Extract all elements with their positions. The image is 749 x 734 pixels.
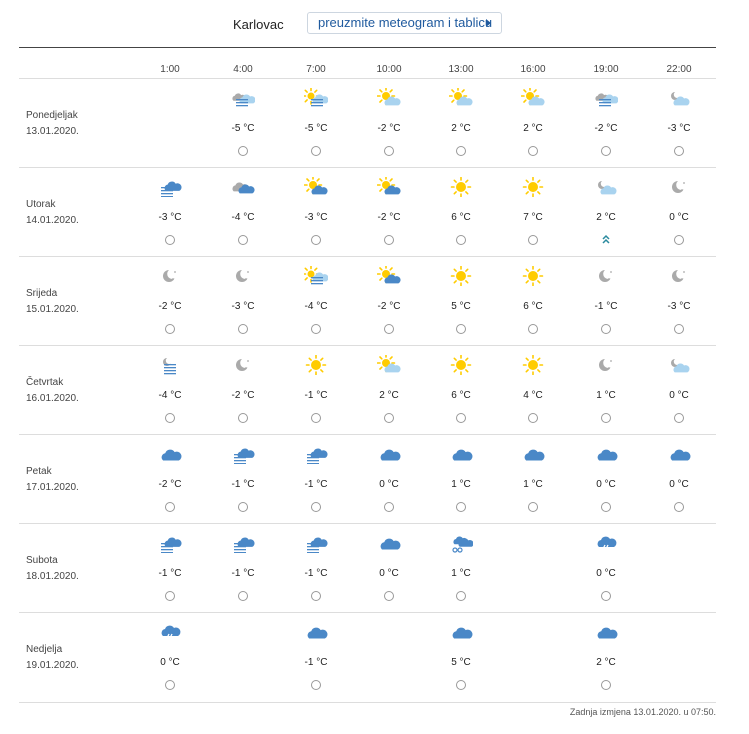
select-circle-icon[interactable] <box>456 146 466 156</box>
moon-cloud-light-icon <box>594 177 618 197</box>
day-date: 15.01.2020. <box>26 304 79 315</box>
download-button-label: preuzmite meteogram i tablicu <box>318 15 493 30</box>
forecast-cell <box>576 524 636 612</box>
night-fog-cloud-icon <box>231 88 255 108</box>
sun-icon <box>521 266 545 286</box>
forecast-cell <box>286 613 346 701</box>
day-name: Utorak <box>26 199 56 210</box>
cloud-icon <box>594 444 618 464</box>
sun-cloud-dark-icon <box>304 177 328 197</box>
temperature: -2 °C <box>231 390 255 401</box>
temperature: 2 °C <box>451 123 471 134</box>
select-circle-icon[interactable] <box>165 502 175 512</box>
temperature: 0 °C <box>596 479 616 490</box>
temperature: -3 °C <box>158 212 182 223</box>
last-updated-text: Zadnja izmjena 13.01.2020. u 07:50. <box>569 707 716 717</box>
forecast-cell <box>503 79 563 167</box>
temperature: 0 °C <box>379 479 399 490</box>
cloud-icon <box>304 622 328 642</box>
cloud-icon <box>377 444 401 464</box>
fog-cloud-icon <box>304 444 328 464</box>
time-label: 10:00 <box>376 64 402 75</box>
day-date: 18.01.2020. <box>26 571 79 582</box>
time-label: 16:00 <box>520 64 546 75</box>
header-divider <box>19 47 716 48</box>
select-circle-icon[interactable] <box>456 680 466 690</box>
day-name: Subota <box>26 555 58 566</box>
forecast-cell <box>431 613 491 701</box>
forecast-cell <box>359 524 419 612</box>
forecast-cell <box>649 168 709 256</box>
select-circle-icon[interactable] <box>601 146 611 156</box>
forecast-cell <box>576 435 636 523</box>
forecast-cell <box>649 79 709 167</box>
select-circle-icon[interactable] <box>238 324 248 334</box>
sun-icon <box>521 177 545 197</box>
day-row <box>19 523 716 613</box>
time-label: 4:00 <box>233 64 253 75</box>
select-circle-icon[interactable] <box>165 324 175 334</box>
temperature: 2 °C <box>596 657 616 668</box>
forecast-cell <box>213 168 273 256</box>
cloud-icon <box>667 444 691 464</box>
forecast-cell <box>431 79 491 167</box>
forecast-cell <box>431 435 491 523</box>
day-row <box>19 345 716 435</box>
fog-cloud-icon <box>231 444 255 464</box>
select-circle-icon[interactable] <box>384 235 394 245</box>
temperature: -2 °C <box>594 123 618 134</box>
time-label: 19:00 <box>593 64 619 75</box>
forecast-cell <box>576 613 636 701</box>
sun-icon <box>304 355 328 375</box>
play-triangle-icon <box>486 19 491 27</box>
temperature: -2 °C <box>158 301 182 312</box>
forecast-cell <box>286 524 346 612</box>
select-circle-icon[interactable] <box>674 413 684 423</box>
forecast-cell <box>286 257 346 345</box>
temperature: -3 °C <box>667 123 691 134</box>
day-row <box>19 256 716 346</box>
temperature: 5 °C <box>451 301 471 312</box>
select-circle-icon[interactable] <box>311 324 321 334</box>
forecast-cell <box>213 79 273 167</box>
temperature: 0 °C <box>669 390 689 401</box>
forecast-cell <box>649 435 709 523</box>
temperature: 4 °C <box>523 390 543 401</box>
fog-cloud-icon <box>231 533 255 553</box>
select-circle-icon[interactable] <box>456 324 466 334</box>
chevron-up-icon[interactable] <box>601 233 611 245</box>
rain-cloud-icon <box>594 533 618 553</box>
temperature: 0 °C <box>596 568 616 579</box>
forecast-cell <box>213 346 273 434</box>
forecast-cell <box>431 346 491 434</box>
fog-cloud-icon <box>304 533 328 553</box>
temperature: -1 °C <box>231 479 255 490</box>
cloud-icon <box>449 622 473 642</box>
forecast-cell <box>503 168 563 256</box>
temperature: 2 °C <box>379 390 399 401</box>
forecast-cell <box>576 257 636 345</box>
forecast-cell <box>431 257 491 345</box>
forecast-cell <box>359 346 419 434</box>
city-name: Karlovac <box>233 17 284 32</box>
select-circle-icon[interactable] <box>165 413 175 423</box>
select-circle-icon[interactable] <box>528 413 538 423</box>
sun-cloud-light-icon <box>449 88 473 108</box>
forecast-cell <box>359 168 419 256</box>
temperature: -2 °C <box>158 479 182 490</box>
day-name: Srijeda <box>26 288 58 299</box>
cloud-icon <box>449 444 473 464</box>
temperature: 5 °C <box>451 657 471 668</box>
forecast-cell <box>359 435 419 523</box>
temperature: -1 °C <box>231 568 255 579</box>
moon-fog-icon <box>158 355 182 375</box>
temperature: -1 °C <box>158 568 182 579</box>
day-row <box>19 167 716 257</box>
day-date: 16.01.2020. <box>26 393 79 404</box>
forecast-cell <box>286 346 346 434</box>
forecast-cell <box>576 168 636 256</box>
moon-cloud-light-icon <box>667 88 691 108</box>
select-circle-icon[interactable] <box>238 413 248 423</box>
fog-cloud-icon <box>158 177 182 197</box>
time-label: 1:00 <box>160 64 180 75</box>
forecast-cell <box>431 524 491 612</box>
temperature: 0 °C <box>669 479 689 490</box>
select-circle-icon[interactable] <box>165 680 175 690</box>
forecast-cell <box>286 435 346 523</box>
select-circle-icon[interactable] <box>238 502 248 512</box>
forecast-cell <box>503 346 563 434</box>
temperature: 1 °C <box>523 479 543 490</box>
forecast-cell <box>140 346 200 434</box>
select-circle-icon[interactable] <box>601 413 611 423</box>
day-row <box>19 78 716 168</box>
temperature: 7 °C <box>523 212 543 223</box>
select-circle-icon[interactable] <box>528 146 538 156</box>
select-circle-icon[interactable] <box>674 146 684 156</box>
cloud-icon <box>521 444 545 464</box>
forecast-cell <box>576 346 636 434</box>
forecast-cell <box>576 79 636 167</box>
temperature: -3 °C <box>667 301 691 312</box>
temperature: -3 °C <box>231 301 255 312</box>
forecast-cell <box>140 524 200 612</box>
forecast-cell <box>359 257 419 345</box>
select-circle-icon[interactable] <box>674 502 684 512</box>
forecast-cell <box>649 257 709 345</box>
select-circle-icon[interactable] <box>456 502 466 512</box>
select-circle-icon[interactable] <box>528 502 538 512</box>
cloud-icon <box>377 533 401 553</box>
forecast-cell <box>213 257 273 345</box>
temperature: -4 °C <box>158 390 182 401</box>
forecast-cell <box>286 168 346 256</box>
select-circle-icon[interactable] <box>384 502 394 512</box>
select-circle-icon[interactable] <box>528 235 538 245</box>
day-name: Četvrtak <box>26 377 64 388</box>
sun-icon <box>449 177 473 197</box>
sun-fog-cloud-icon <box>304 88 328 108</box>
day-date: 17.01.2020. <box>26 482 79 493</box>
temperature: -3 °C <box>304 212 328 223</box>
download-meteogram-button[interactable] <box>307 12 502 34</box>
forecast-cell <box>140 257 200 345</box>
select-circle-icon[interactable] <box>311 502 321 512</box>
select-circle-icon[interactable] <box>674 235 684 245</box>
select-circle-icon[interactable] <box>456 235 466 245</box>
temperature: -5 °C <box>304 123 328 134</box>
moon-stars-icon <box>667 266 691 286</box>
temperature: 1 °C <box>596 390 616 401</box>
sun-cloud-dark-icon <box>377 266 401 286</box>
select-circle-icon[interactable] <box>528 324 538 334</box>
forecast-cell <box>503 435 563 523</box>
temperature: 0 °C <box>669 212 689 223</box>
forecast-cell <box>431 168 491 256</box>
cloud-icon <box>594 622 618 642</box>
temperature: -1 °C <box>304 479 328 490</box>
select-circle-icon[interactable] <box>456 591 466 601</box>
forecast-cell <box>503 257 563 345</box>
rain-cloud-icon <box>158 622 182 642</box>
day-name: Petak <box>26 466 52 477</box>
sun-fog-cloud-icon <box>304 266 328 286</box>
forecast-cell <box>286 79 346 167</box>
select-circle-icon[interactable] <box>165 591 175 601</box>
temperature: -1 °C <box>304 657 328 668</box>
temperature: 6 °C <box>523 301 543 312</box>
sun-cloud-light-icon <box>377 88 401 108</box>
forecast-cell <box>213 524 273 612</box>
temperature: -1 °C <box>594 301 618 312</box>
sun-cloud-light-icon <box>521 88 545 108</box>
moon-stars-icon <box>594 266 618 286</box>
moon-stars-icon <box>594 355 618 375</box>
sun-icon <box>449 355 473 375</box>
temperature: 0 °C <box>160 657 180 668</box>
moon-stars-icon <box>231 355 255 375</box>
select-circle-icon[interactable] <box>674 324 684 334</box>
select-circle-icon[interactable] <box>601 502 611 512</box>
day-row <box>19 612 716 703</box>
header-bar <box>0 0 749 48</box>
temperature: 2 °C <box>596 212 616 223</box>
day-date: 14.01.2020. <box>26 215 79 226</box>
select-circle-icon[interactable] <box>238 146 248 156</box>
day-name: Ponedjeljak <box>26 110 78 121</box>
select-circle-icon[interactable] <box>601 591 611 601</box>
night-fog-cloud-icon <box>594 88 618 108</box>
fog-cloud-icon <box>158 533 182 553</box>
select-circle-icon[interactable] <box>601 680 611 690</box>
temperature: 1 °C <box>451 479 471 490</box>
cloud-icon <box>158 444 182 464</box>
select-circle-icon[interactable] <box>311 680 321 690</box>
temperature: -1 °C <box>304 390 328 401</box>
forecast-cell <box>213 435 273 523</box>
forecast-cell <box>140 613 200 701</box>
select-circle-icon[interactable] <box>384 413 394 423</box>
moon-cloud-dark-icon <box>231 177 255 197</box>
temperature: -2 °C <box>377 212 401 223</box>
temperature: -5 °C <box>231 123 255 134</box>
select-circle-icon[interactable] <box>384 146 394 156</box>
temperature: 6 °C <box>451 212 471 223</box>
temperature: -2 °C <box>377 301 401 312</box>
time-label: 13:00 <box>448 64 474 75</box>
select-circle-icon[interactable] <box>384 591 394 601</box>
temperature: 6 °C <box>451 390 471 401</box>
moon-stars-icon <box>158 266 182 286</box>
sun-cloud-dark-icon <box>377 177 401 197</box>
moon-stars-icon <box>231 266 255 286</box>
sun-icon <box>521 355 545 375</box>
select-circle-icon[interactable] <box>384 324 394 334</box>
temperature: -4 °C <box>231 212 255 223</box>
forecast-cell <box>140 168 200 256</box>
forecast-cell <box>359 79 419 167</box>
select-circle-icon[interactable] <box>238 591 248 601</box>
forecast-cell <box>140 435 200 523</box>
day-row <box>19 434 716 524</box>
day-date: 13.01.2020. <box>26 126 79 137</box>
select-circle-icon[interactable] <box>311 591 321 601</box>
select-circle-icon[interactable] <box>601 324 611 334</box>
snow-cloud-icon <box>449 533 473 553</box>
select-circle-icon[interactable] <box>311 235 321 245</box>
day-date: 19.01.2020. <box>26 660 79 671</box>
forecast-cell <box>649 346 709 434</box>
temperature: -1 °C <box>304 568 328 579</box>
temperature: 2 °C <box>523 123 543 134</box>
select-circle-icon[interactable] <box>456 413 466 423</box>
temperature: -2 °C <box>377 123 401 134</box>
temperature: 0 °C <box>379 568 399 579</box>
time-label: 7:00 <box>306 64 326 75</box>
select-circle-icon[interactable] <box>165 235 175 245</box>
moon-cloud-light-icon <box>667 355 691 375</box>
sun-icon <box>449 266 473 286</box>
time-label: 22:00 <box>666 64 692 75</box>
moon-stars-icon <box>667 177 691 197</box>
day-name: Nedjelja <box>26 644 63 655</box>
select-circle-icon[interactable] <box>311 413 321 423</box>
sun-cloud-light-icon <box>377 355 401 375</box>
temperature: 1 °C <box>451 568 471 579</box>
select-circle-icon[interactable] <box>311 146 321 156</box>
select-circle-icon[interactable] <box>238 235 248 245</box>
temperature: -4 °C <box>304 301 328 312</box>
